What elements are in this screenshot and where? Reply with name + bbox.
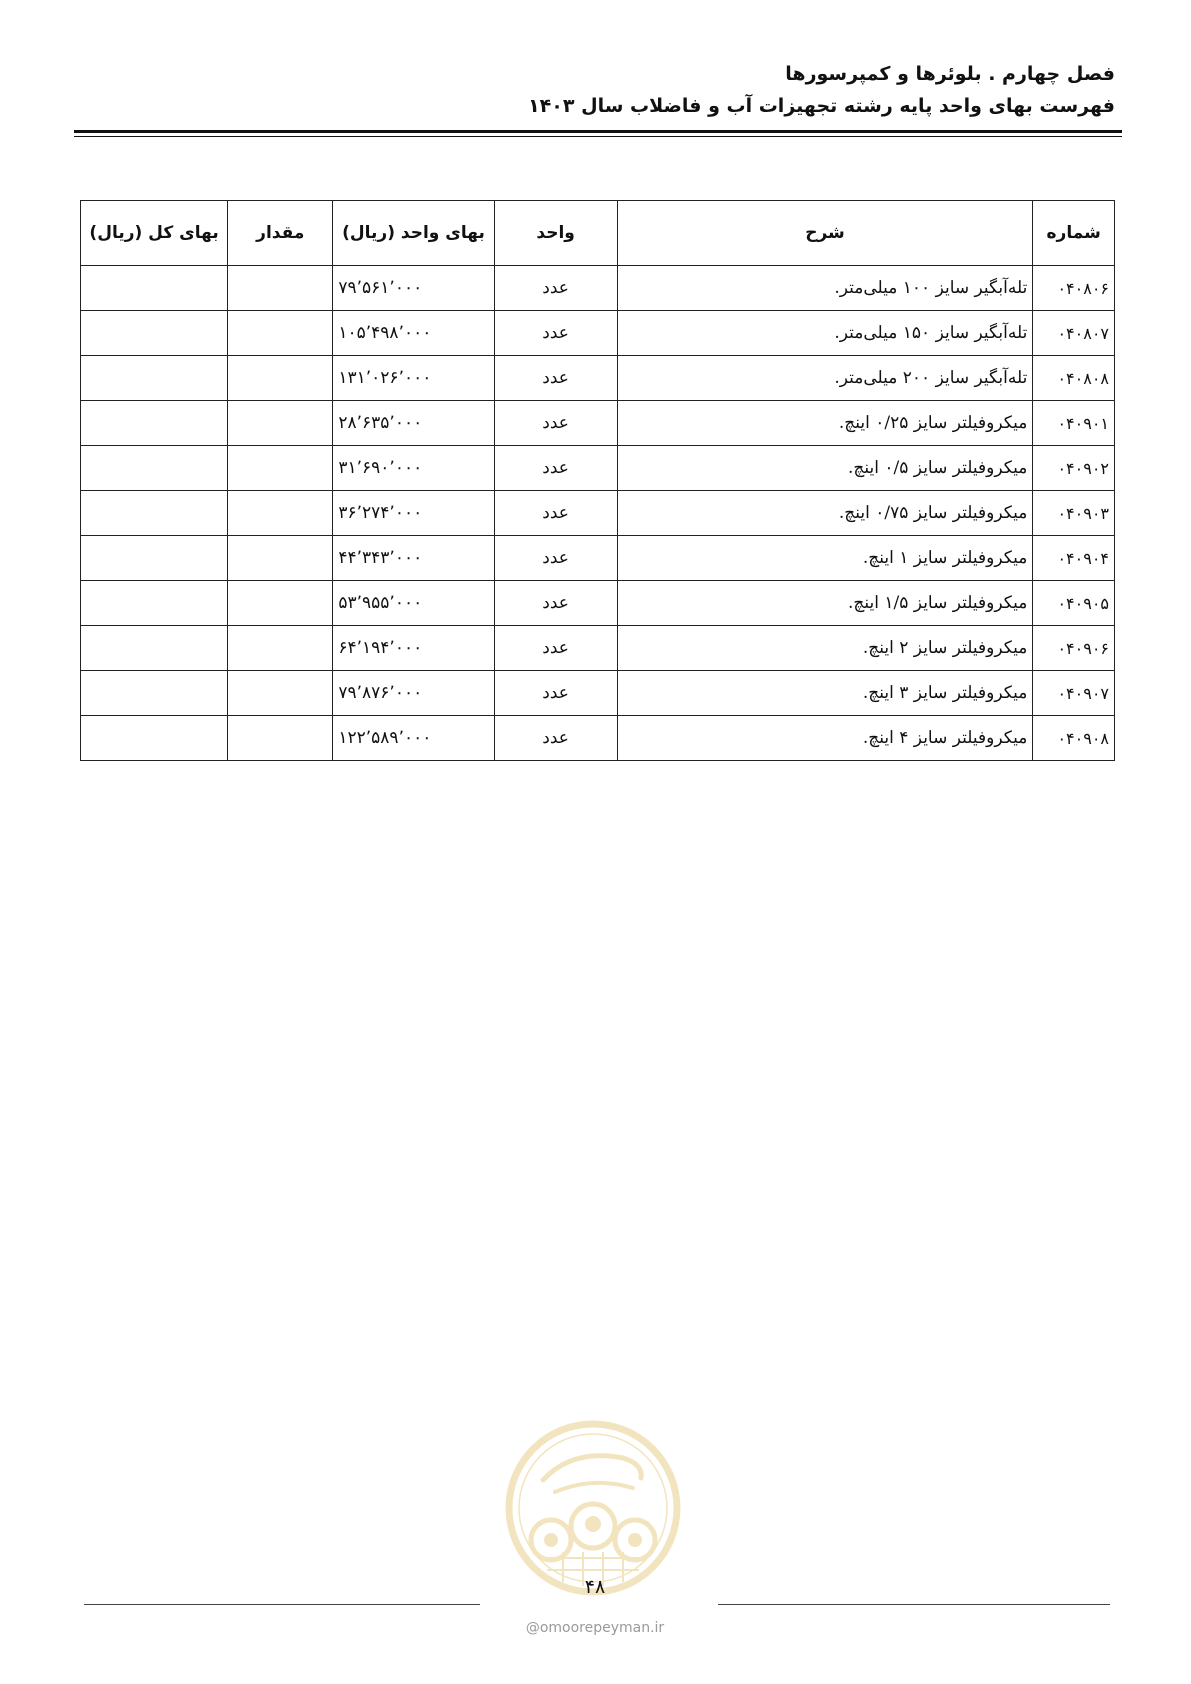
table-row — [81, 446, 1115, 491]
cell-total-price — [81, 401, 228, 446]
cell-description: میکروفیلتر سایز ۳ اینچ. — [617, 671, 1033, 716]
cell-number: ۰۴۰۹۰۷ — [1033, 671, 1115, 716]
cell-total-price — [81, 356, 228, 401]
table-row — [81, 671, 1115, 716]
website-watermark: @omoorepeyman.ir — [525, 1620, 665, 1636]
cell-unit: عدد — [494, 311, 617, 356]
table-body — [81, 266, 1115, 761]
cell-number: ۰۴۰۸۰۷ — [1033, 311, 1115, 356]
watermark-logo-icon — [503, 1418, 683, 1598]
cell-unit-price: ۷۹٬۵۶۱٬۰۰۰ — [333, 266, 494, 311]
cell-quantity — [228, 446, 333, 491]
cell-description: میکروفیلتر سایز ۰/۷۵ اینچ. — [617, 491, 1033, 536]
table-row — [81, 581, 1115, 626]
table-row — [81, 401, 1115, 446]
column-header-number: شماره — [1033, 201, 1115, 266]
table-row — [81, 491, 1115, 536]
chapter-title: فصل چهارم . بلوئرها و کمپرسورها — [785, 63, 1115, 85]
document-subtitle: فهرست بهای واحد پایه رشته تجهیزات آب و فاضلاب سال ۱۴۰۳ — [528, 95, 1115, 117]
cell-unit: عدد — [494, 671, 617, 716]
cell-total-price — [81, 671, 228, 716]
cell-quantity — [228, 401, 333, 446]
cell-description: میکروفیلتر سایز ۱ اینچ. — [617, 536, 1033, 581]
cell-total-price — [81, 266, 228, 311]
column-header-description: شرح — [617, 201, 1033, 266]
cell-unit: عدد — [494, 446, 617, 491]
cell-total-price — [81, 716, 228, 761]
cell-total-price — [81, 311, 228, 356]
cell-unit-price: ۱۰۵٬۴۹۸٬۰۰۰ — [333, 311, 494, 356]
table-row — [81, 356, 1115, 401]
cell-unit-price: ۶۴٬۱۹۴٬۰۰۰ — [333, 626, 494, 671]
cell-description: میکروفیلتر سایز ۱/۵ اینچ. — [617, 581, 1033, 626]
cell-number: ۰۴۰۹۰۶ — [1033, 626, 1115, 671]
cell-number: ۰۴۰۹۰۲ — [1033, 446, 1115, 491]
cell-unit-price: ۷۹٬۸۷۶٬۰۰۰ — [333, 671, 494, 716]
cell-unit-price: ۱۳۱٬۰۲۶٬۰۰۰ — [333, 356, 494, 401]
cell-number: ۰۴۰۹۰۵ — [1033, 581, 1115, 626]
cell-total-price — [81, 581, 228, 626]
cell-quantity — [228, 356, 333, 401]
cell-description: میکروفیلتر سایز ۴ اینچ. — [617, 716, 1033, 761]
column-header-unit-price: بهای واحد (ریال) — [333, 201, 494, 266]
cell-description: تله‌آبگیر سایز ۲۰۰ میلی‌متر. — [617, 356, 1033, 401]
footer-rule-right — [718, 1604, 1110, 1605]
header-rule-thick — [74, 130, 1122, 133]
cell-unit: عدد — [494, 581, 617, 626]
cell-description: میکروفیلتر سایز ۰/۵ اینچ. — [617, 446, 1033, 491]
cell-description: تله‌آبگیر سایز ۱۵۰ میلی‌متر. — [617, 311, 1033, 356]
cell-quantity — [228, 626, 333, 671]
page-header — [75, 58, 1115, 122]
cell-unit: عدد — [494, 626, 617, 671]
cell-total-price — [81, 491, 228, 536]
cell-unit-price: ۳۶٬۲۷۴٬۰۰۰ — [333, 491, 494, 536]
cell-unit-price: ۲۸٬۶۳۵٬۰۰۰ — [333, 401, 494, 446]
cell-unit-price: ۱۲۲٬۵۸۹٬۰۰۰ — [333, 716, 494, 761]
cell-quantity — [228, 716, 333, 761]
table-row — [81, 266, 1115, 311]
cell-number: ۰۴۰۹۰۴ — [1033, 536, 1115, 581]
price-table — [80, 200, 1115, 761]
cell-unit: عدد — [494, 356, 617, 401]
table-header-row — [81, 201, 1115, 266]
cell-number: ۰۴۰۸۰۸ — [1033, 356, 1115, 401]
table-row — [81, 716, 1115, 761]
cell-unit: عدد — [494, 266, 617, 311]
cell-quantity — [228, 311, 333, 356]
column-header-unit: واحد — [494, 201, 617, 266]
column-header-quantity: مقدار — [228, 201, 333, 266]
table-row — [81, 311, 1115, 356]
cell-quantity — [228, 671, 333, 716]
table-row — [81, 536, 1115, 581]
cell-total-price — [81, 626, 228, 671]
cell-unit-price: ۳۱٬۶۹۰٬۰۰۰ — [333, 446, 494, 491]
column-header-total-price: بهای کل (ریال) — [81, 201, 228, 266]
cell-unit: عدد — [494, 716, 617, 761]
cell-description: میکروفیلتر سایز ۰/۲۵ اینچ. — [617, 401, 1033, 446]
cell-unit-price: ۵۳٬۹۵۵٬۰۰۰ — [333, 581, 494, 626]
cell-total-price — [81, 536, 228, 581]
cell-quantity — [228, 491, 333, 536]
cell-number: ۰۴۰۸۰۶ — [1033, 266, 1115, 311]
cell-total-price — [81, 446, 228, 491]
cell-number: ۰۴۰۹۰۸ — [1033, 716, 1115, 761]
footer-rule-left — [84, 1604, 480, 1605]
cell-unit: عدد — [494, 491, 617, 536]
cell-number: ۰۴۰۹۰۱ — [1033, 401, 1115, 446]
cell-quantity — [228, 581, 333, 626]
cell-description: تله‌آبگیر سایز ۱۰۰ میلی‌متر. — [617, 266, 1033, 311]
cell-unit-price: ۴۴٬۳۴۳٬۰۰۰ — [333, 536, 494, 581]
cell-quantity — [228, 536, 333, 581]
table-row — [81, 626, 1115, 671]
cell-unit: عدد — [494, 401, 617, 446]
header-rule-thin — [74, 136, 1122, 137]
cell-unit: عدد — [494, 536, 617, 581]
cell-number: ۰۴۰۹۰۳ — [1033, 491, 1115, 536]
cell-description: میکروفیلتر سایز ۲ اینچ. — [617, 626, 1033, 671]
cell-quantity — [228, 266, 333, 311]
page-number: ۴۸ — [584, 1576, 606, 1598]
